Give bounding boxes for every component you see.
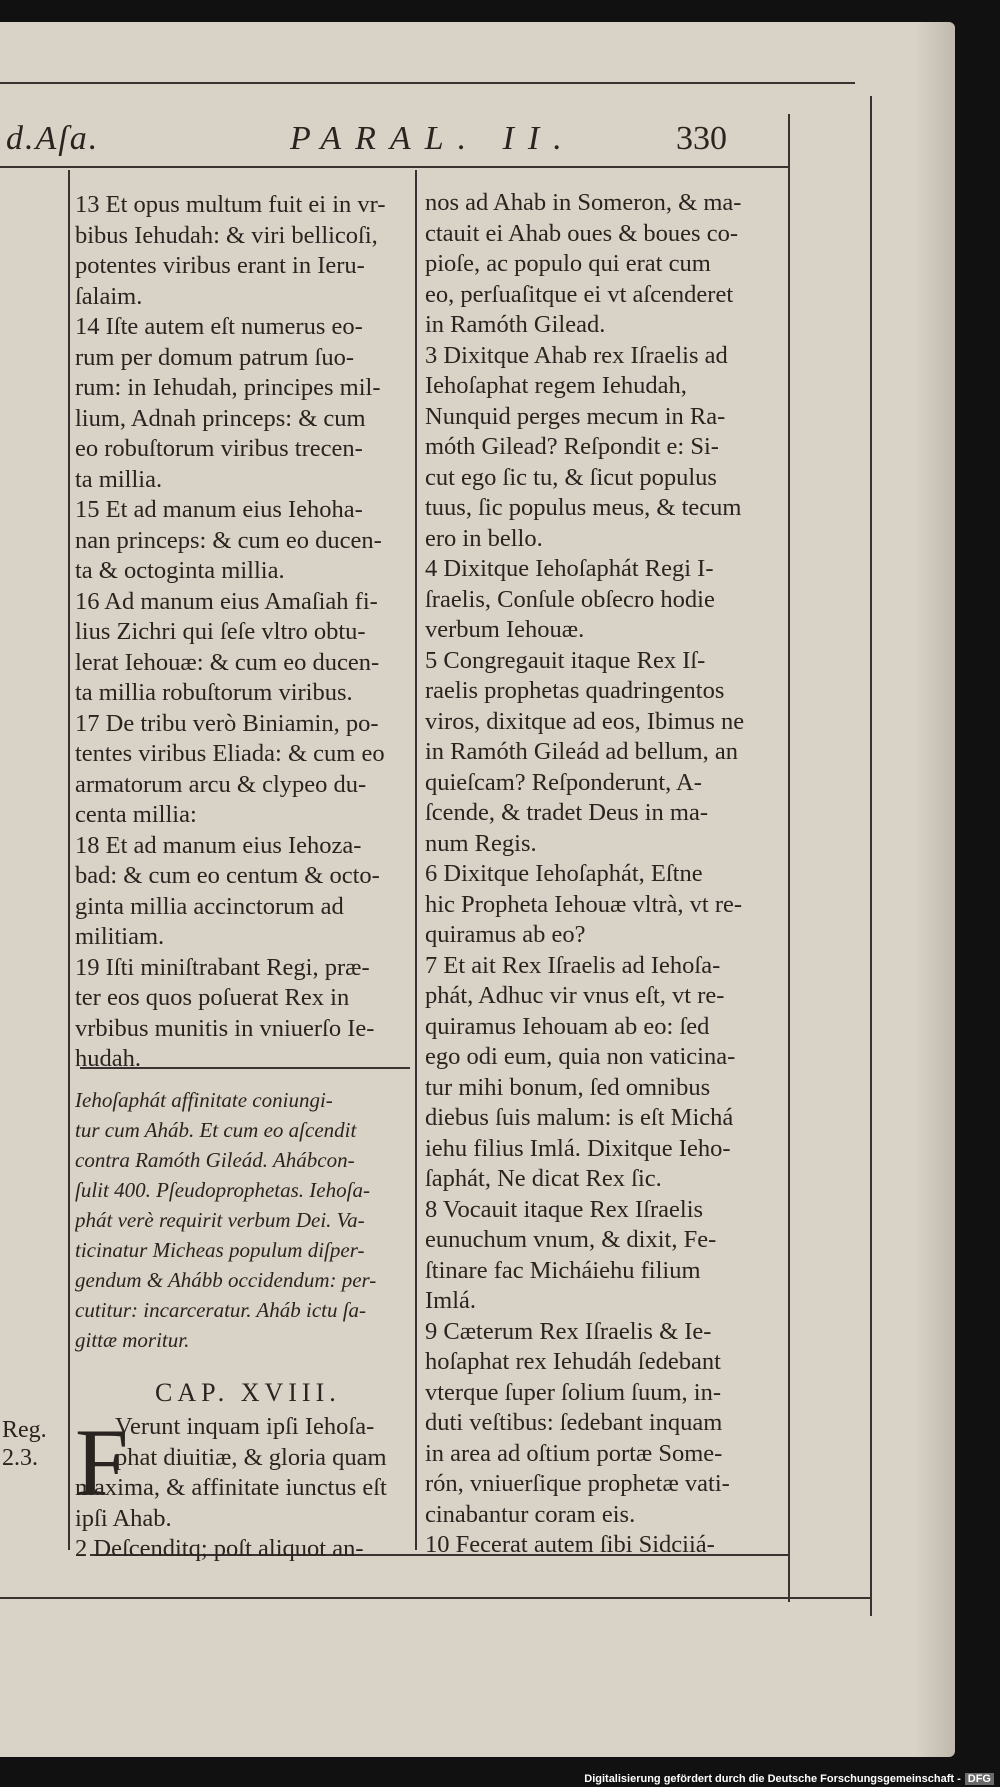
text-line: 19 Iſti miniſtrabant Regi, præ-: [75, 953, 370, 981]
text-line: ta & octoginta millia.: [75, 557, 285, 584]
text-line: nos ad Ahab in Someron, & ma-: [425, 189, 742, 216]
text-line: quiramus Iehouam ab eo: ſed: [425, 1012, 710, 1040]
text-line: lium, Adnah princeps: & cum: [75, 404, 366, 432]
text-line: ipſi Ahab.: [75, 1504, 172, 1532]
text-line: ero in bello.: [425, 524, 543, 552]
margin-note: [2, 1416, 47, 1472]
text-line: phat diuitiæ, & gloria quam: [115, 1443, 387, 1471]
text-line: Nunquid perges mecum in Ra-: [425, 402, 726, 430]
text-line: eunuchum vnum, & dixit, Fe-: [425, 1226, 717, 1253]
page-number: 330: [676, 120, 727, 157]
text-line: rum: in Iehudah, principes mil-: [75, 374, 381, 401]
text-line: 14 Iſte autem eſt numerus eo-: [75, 313, 363, 340]
text-line: tuus, ſic populus meus, & tecum: [425, 494, 742, 521]
summary-line: tur cum Aháb. Et cum eo aſcendit: [75, 1118, 357, 1142]
text-line: 8 Vocauit itaque Rex Iſraelis: [425, 1195, 704, 1223]
text-line: raelis prophetas quadringentos: [425, 677, 725, 704]
summary-line: contra Ramóth Gileád. Ahábcon-: [75, 1148, 355, 1172]
header-rule: [0, 166, 790, 168]
text-line: ego odi eum, quia non vaticina-: [425, 1043, 736, 1070]
text-line: ſalaim.: [75, 282, 143, 310]
text-line: ſaphát, Ne dicat Rex ſic.: [425, 1165, 662, 1192]
chapter-heading: CAP. XVIII.: [155, 1378, 341, 1407]
text-line: 6 Dixitque Iehoſaphát, Eſtne: [425, 860, 703, 887]
text-line: hoſaphat rex Iehudáh ſedebant: [425, 1348, 721, 1375]
text-line: 15 Et ad manum eius Iehoha-: [75, 496, 363, 523]
text-line: armatorum arcu & clypeo du-: [75, 770, 367, 798]
text-line: 5 Congregauit itaque Rex Iſ-: [425, 646, 706, 674]
column-divider: [415, 170, 417, 1550]
text-line: num Regis.: [425, 829, 537, 857]
text-line: quieſcam? Reſponderunt, A-: [425, 768, 702, 796]
text-line: lerat Iehouæ: & cum eo ducen-: [75, 648, 380, 676]
text-line: hic Propheta Iehouæ vltrà, vt re-: [425, 890, 743, 918]
text-line: militiam.: [75, 923, 165, 950]
text-line: potentes viribus erant in Ieru-: [75, 252, 365, 279]
summary-line: phát verè requirit verbum Dei. Va-: [75, 1208, 365, 1232]
text-line: in Ramóth Gileád ad bellum, an: [425, 738, 738, 765]
text-line: viros, dixitque ad eos, Ibimus ne: [425, 707, 745, 735]
dfg-logo: DFG: [965, 1773, 994, 1785]
text-line: diebus ſuis malum: is eſt Michá: [425, 1104, 734, 1131]
text-line: 18 Et ad manum eius Iehoza-: [75, 831, 362, 859]
right-border-rule: [788, 114, 790, 1602]
text-line: bibus Iehudah: & viri bellicoſi,: [75, 221, 378, 249]
text-line: hudah.: [75, 1045, 141, 1072]
summary-line: gendum & Ahább occidendum: per-: [75, 1268, 377, 1292]
text-line: ctauit ei Ahab oues & boues co-: [425, 219, 738, 247]
text-line: phát, Adhuc vir vnus eſt, vt re-: [425, 982, 725, 1009]
text-line: in area ad oſtium portæ Some-: [425, 1439, 723, 1467]
text-line: 17 De tribu verò Biniamin, po-: [75, 709, 379, 737]
book-page: [0, 22, 955, 1757]
text-line: tentes viribus Eliada: & cum eo: [75, 740, 385, 767]
page-bottom-rule: [0, 1597, 870, 1599]
text-line: verbum Iehouæ.: [425, 616, 585, 643]
text-line: 4 Dixitque Iehoſaphát Regi I-: [425, 555, 714, 582]
text-line: Imlá.: [425, 1287, 477, 1314]
text-line: 2 Deſcenditq; poſt aliquot an-: [75, 1535, 364, 1562]
text-line: ginta millia accinctorum ad: [75, 892, 344, 920]
summary-line: gittæ moritur.: [75, 1328, 190, 1352]
text-line: ter eos quos poſuerat Rex in: [75, 984, 350, 1011]
text-line: in Ramóth Gilead.: [425, 311, 606, 338]
summary-line: ticinatur Micheas populum diſper-: [75, 1238, 365, 1262]
text-line: tur mihi bonum, ſed omnibus: [425, 1073, 711, 1101]
text-line: ſtinare fac Micháiehu filium: [425, 1256, 701, 1284]
text-line: vrbibus munitis in vniuerſo Ie-: [75, 1014, 375, 1042]
text-line: ſcende, & tradet Deus in ma-: [425, 799, 709, 826]
top-rule: [0, 82, 855, 84]
running-head-left: d.Aſa.: [6, 120, 100, 157]
text-line: rum per domum patrum ſuo-: [75, 343, 354, 371]
text-line: móth Gilead? Reſpondit e: Si-: [425, 433, 719, 460]
text-line: quiramus ab eo?: [425, 921, 586, 948]
text-line: ta millia.: [75, 465, 163, 493]
left-column: [75, 190, 413, 1075]
text-line: bad: & cum eo centum & octo-: [75, 862, 380, 889]
chapter-summary: [75, 1085, 413, 1355]
drop-cap: F: [75, 1409, 129, 1516]
text-line: 7 Et ait Rex Iſraelis ad Iehoſa-: [425, 951, 721, 979]
text-line: duti veſtibus: ſedebant inquam: [425, 1409, 723, 1436]
chapter-opening: [75, 1409, 413, 1565]
text-line: ta millia robuſtorum viribus.: [75, 679, 353, 706]
text-line: cinabantur coram eis.: [425, 1500, 636, 1528]
text-line: 10 Fecerat autem ſibi Sidciiá-: [425, 1531, 715, 1558]
text-line: nan princeps: & cum eo ducen-: [75, 526, 382, 554]
digitization-credit: [584, 1773, 994, 1785]
summary-line: ſulit 400. Pſeudoprophetas. Iehoſa-: [75, 1178, 370, 1202]
text-line: eo, perſuaſitque ei vt aſcenderet: [425, 280, 734, 308]
text-line: maxima, & affinitate iunctus eſt: [75, 1474, 387, 1501]
left-margin-rule: [68, 170, 70, 1550]
running-title: PARAL. II.: [290, 120, 576, 157]
text-line: pioſe, ac populo qui erat cum: [425, 250, 711, 277]
text-line: 13 Et opus multum fuit ei in vr-: [75, 191, 386, 218]
text-line: Iehoſaphat regem Iehudah,: [425, 372, 687, 399]
text-line: iehu filius Imlá. Dixitque Ieho-: [425, 1134, 731, 1162]
text-line: centa millia:: [75, 801, 197, 828]
margin-note-line: Reg.: [2, 1417, 47, 1443]
text-line: Verunt inquam ipſi Iehoſa-: [115, 1413, 375, 1440]
credit-text: Digitalisierung gefördert durch die Deutsche Forschungsgemeinschaft -: [584, 1773, 961, 1785]
text-line: eo robuſtorum viribus trecen-: [75, 435, 363, 462]
text-line: lius Zichri qui ſeſe vltro obtu-: [75, 618, 366, 645]
text-line: 3 Dixitque Ahab rex Iſraelis ad: [425, 341, 728, 369]
summary-line: Iehoſaphát affinitate coniungi-: [75, 1088, 333, 1112]
right-column: [425, 188, 775, 1561]
text-line: 16 Ad manum eius Amaſiah fi-: [75, 587, 378, 615]
text-line: vterque ſuper ſolium ſuum, in-: [425, 1378, 721, 1406]
text-line: rón, vniuerſique prophetæ vati-: [425, 1470, 730, 1497]
text-line: ſraelis, Conſule obſecro hodie: [425, 585, 715, 613]
text-line: 9 Cæterum Rex Iſraelis & Ie-: [425, 1317, 712, 1345]
margin-note-line: 2.3.: [2, 1445, 38, 1471]
summary-line: cutitur: incarceratur. Aháb ictu ſa-: [75, 1298, 367, 1322]
outer-right-rule: [870, 96, 872, 1616]
text-line: cut ego ſic tu, & ſicut populus: [425, 463, 717, 491]
